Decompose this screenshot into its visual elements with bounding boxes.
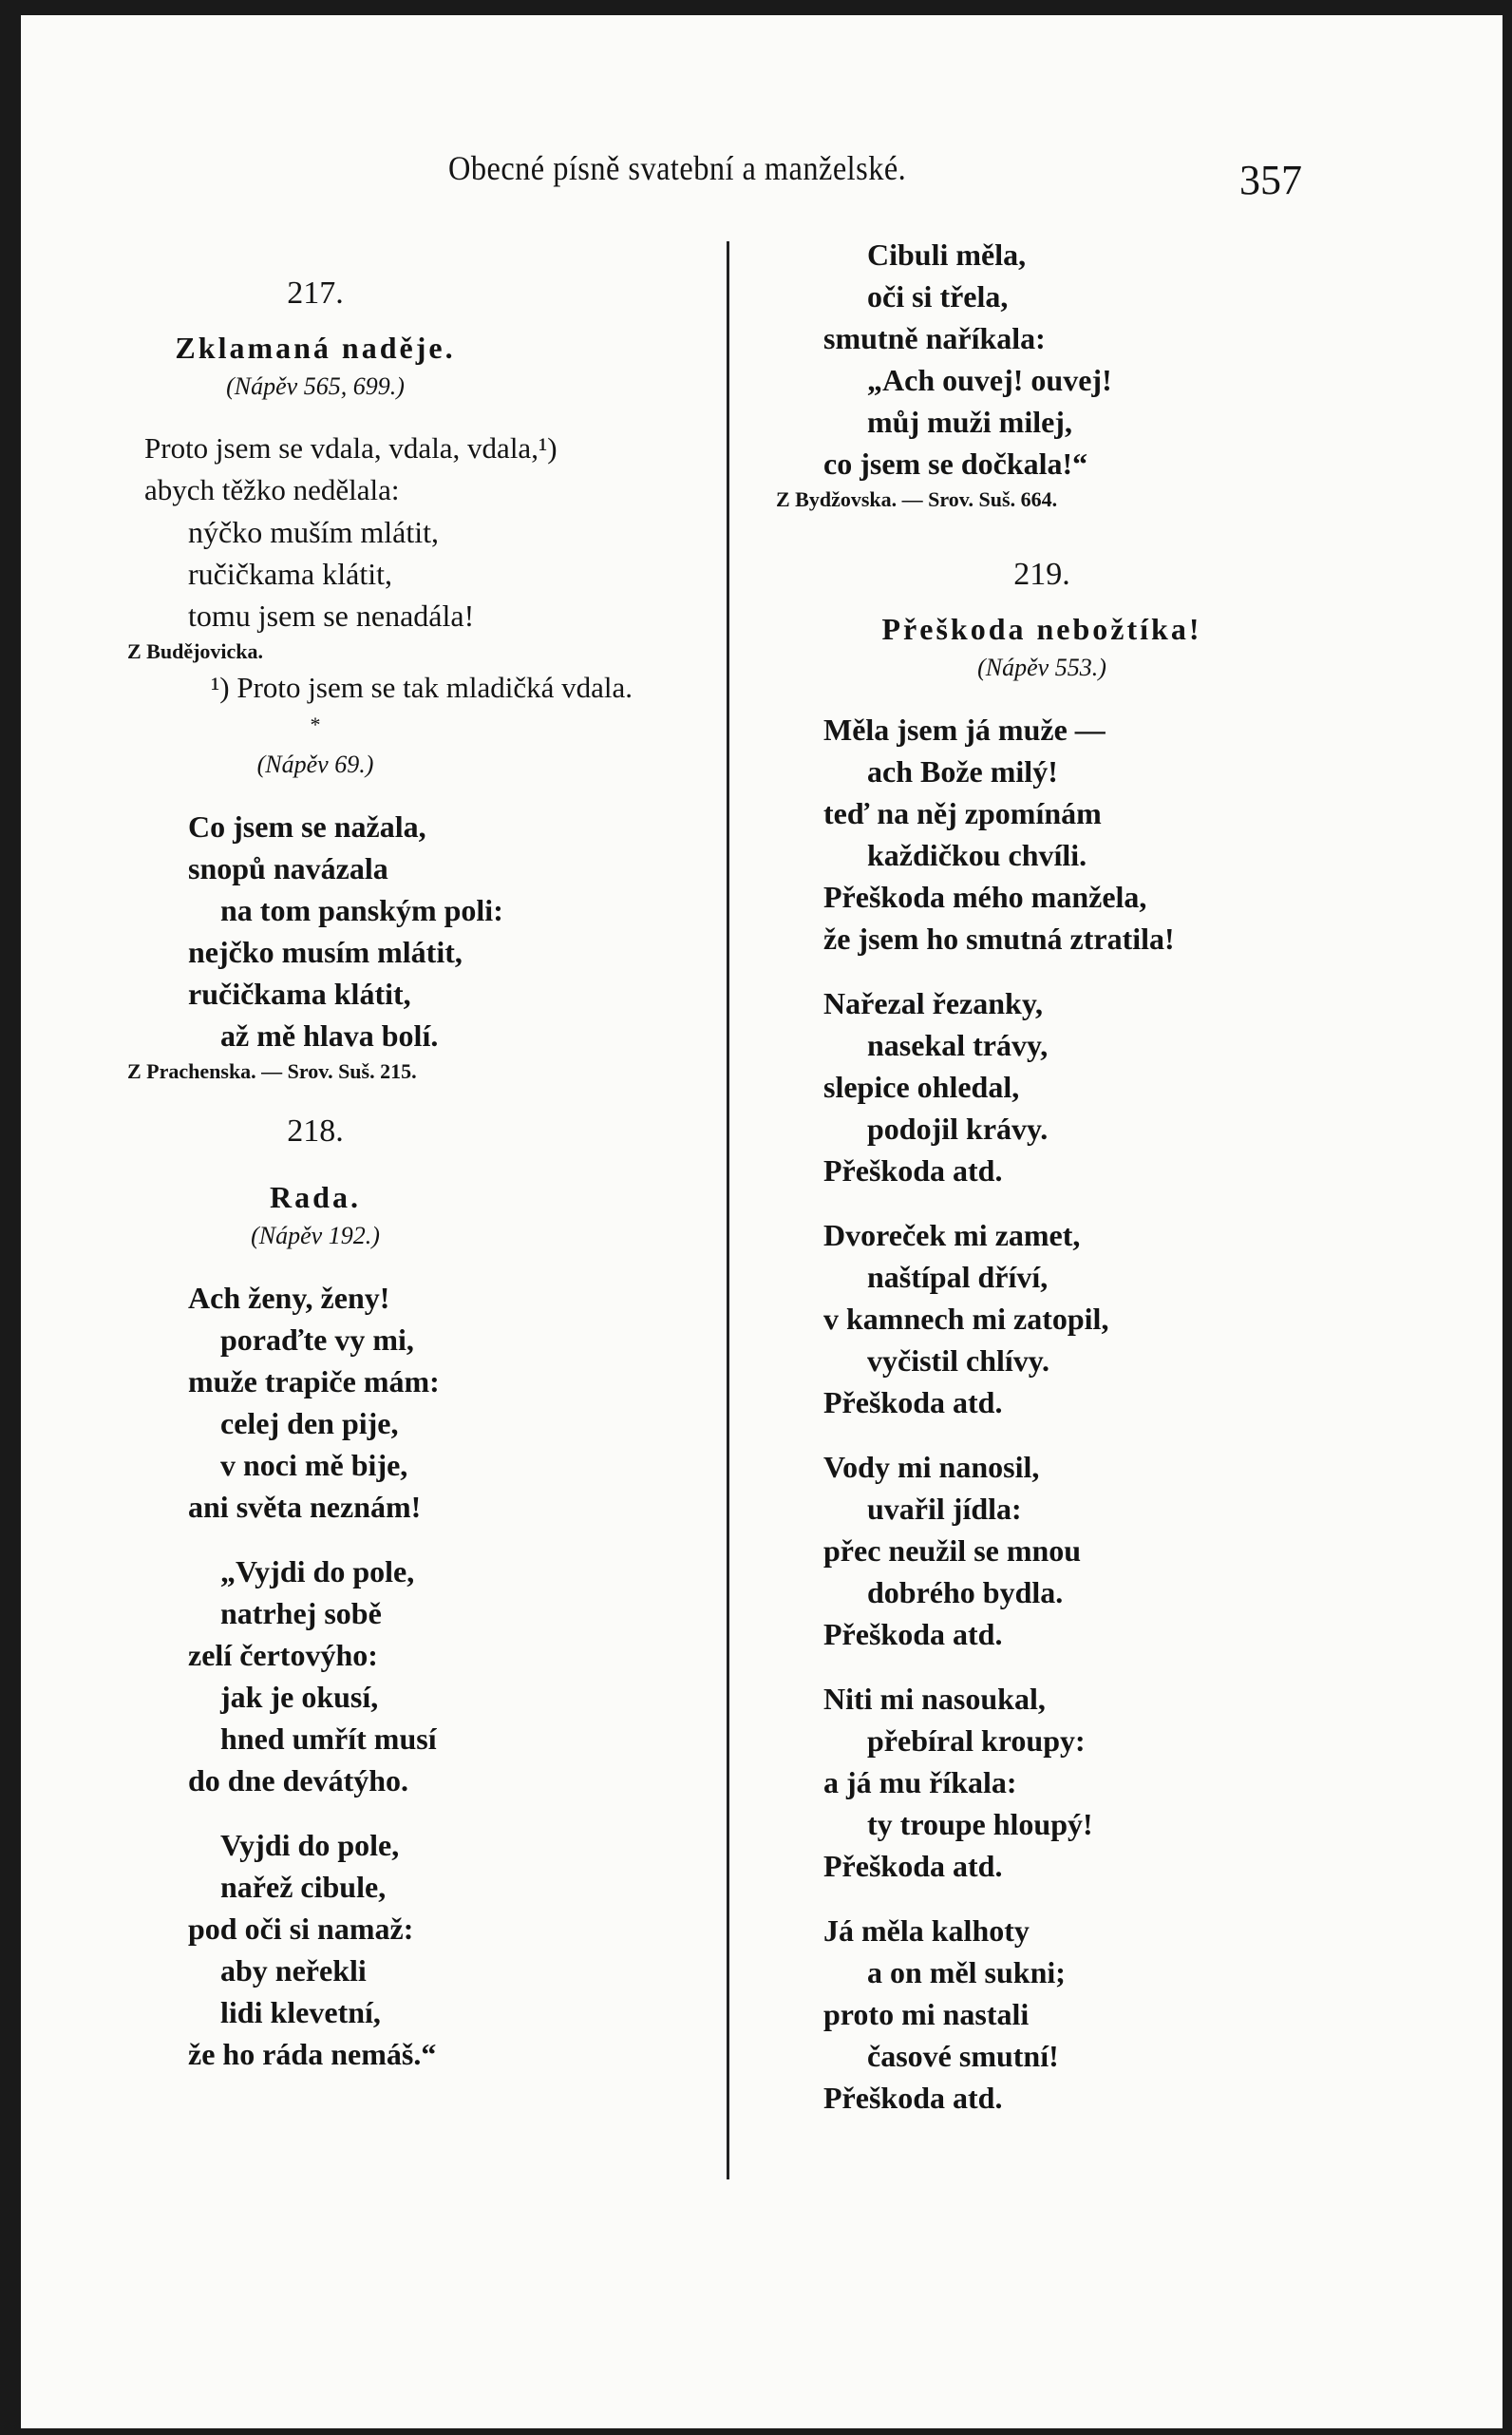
song-tune: (Nápěv 192.) [251,1222,380,1249]
verse-line: přec neužil se mnou [823,1533,1082,1568]
verse-line: až mě hlava bolí. [220,1018,439,1053]
verse-line: přebíral kroupy: [867,1723,1086,1758]
source-note: Z Prachenska. — Srov. Suš. 215. [127,1059,417,1083]
song-219-heading [814,553,1270,686]
song-tune: (Nápěv 69.) [256,751,374,778]
verse-line: ach Bože milý! [867,754,1058,789]
verse-line: zelí čertovýho: [188,1638,378,1672]
right-column [776,234,1488,2119]
verse-line: Přeškoda mého manžela, [823,880,1147,914]
song-number: 218. [287,1113,344,1149]
verse-line: nýčko muším mlátit, [188,515,439,549]
verse-line: vyčistil chlívy. [867,1343,1049,1378]
song-218-continuation [823,234,1488,485]
verse-line: Přeškoda atd. [823,1849,1003,1883]
verse-line: že jsem ho smutná ztratila! [823,922,1175,956]
song-219-stanza-4 [823,1446,1488,1655]
verse-line: že ho ráda nemáš.“ [188,2037,437,2071]
book-page [21,15,1503,2428]
verse-line: Přeškoda atd. [823,1153,1003,1188]
verse-line: slepice ohledal, [823,1070,1020,1104]
verse-line: oči si třela, [867,279,1009,314]
verse-line: Co jsem se nažala, [188,809,426,844]
verse-line: snopů navázala [188,851,388,885]
running-title: Obecné písně svatební a manželské. [448,149,907,187]
song-219-stanza-2 [823,982,1488,1191]
verse-line: Niti mi nasoukal, [823,1682,1046,1716]
song-218-stanza-2 [144,1550,714,1801]
separator-mark: * [310,713,321,736]
verse-line: co jsem se dočkala!“ [823,447,1088,481]
song-217-heading [144,272,486,405]
verse-line: na tom panským poli: [220,893,503,927]
verse-line: Přeškoda atd. [823,1385,1003,1419]
verse-line: Měla jsem já muže — [823,713,1106,747]
verse-line: proto mi nastali [823,1997,1030,2031]
verse-line: pod oči si namaž: [188,1912,414,1946]
song-title: Rada. [270,1180,361,1214]
verse-line: Vody mi nanosil, [823,1450,1040,1484]
verse-line: teď na něj zpomínám [823,796,1102,830]
song-217-verse-1 [144,428,714,637]
song-number: 219. [1013,557,1070,592]
verse-line: Proto jsem se vdala, vdala, vdala,¹) [144,431,558,465]
song-219-stanza-3 [823,1214,1488,1423]
verse-line: ty troupe hloupý! [867,1807,1093,1841]
song-218-stanza-3 [144,1824,714,2075]
page-number: 357 [1239,157,1302,203]
verse-line: ani světa neznám! [188,1490,422,1524]
verse-line: smutně naříkala: [823,321,1046,355]
song-219-stanza-5 [823,1678,1488,1887]
verse-line: každičkou chvíli. [867,838,1087,872]
verse-line: podojil krávy. [867,1112,1049,1146]
verse-line: Přeškoda atd. [823,1617,1003,1651]
verse-line: Ach ženy, ženy! [188,1281,390,1315]
verse-line: jak je okusí, [220,1680,379,1714]
verse-line: muže trapiče mám: [188,1364,440,1398]
song-title: Přeškoda nebožtíka! [881,612,1202,646]
song-218-stanza-1 [144,1277,714,1528]
verse-line: aby neřekli [220,1953,367,1988]
song-217-verse-2 [144,806,714,1056]
verse-line: uvařil jídla: [867,1492,1022,1526]
verse-line: poraďte vy mi, [220,1322,414,1357]
verse-line: do dne devátýho. [188,1763,409,1798]
verse-line: Přeškoda atd. [823,2081,1003,2115]
source-note: Z Budějovicka. [127,639,264,663]
verse-line: časové smutní! [867,2039,1059,2073]
verse-line: tomu jsem se nenadála! [188,599,475,633]
verse-line: nasekal trávy, [867,1028,1049,1062]
verse-line: v noci mě bije, [220,1448,408,1482]
verse-line: a on měl sukni; [867,1955,1066,1989]
verse-line: lidi klevetní, [220,1995,381,2029]
verse-line: v kamnech mi zatopil, [823,1302,1109,1336]
verse-line: Cibuli měla, [867,238,1027,272]
footnote: ¹) Proto jsem se tak mladičká vdala. [211,671,633,704]
verse-line: „Ach ouvej! ouvej! [867,363,1112,397]
verse-line: ručičkama klátit, [188,557,393,591]
page-header [21,139,1503,203]
verse-line: Nařezal řezanky, [823,986,1044,1020]
verse-line: ručičkama klátit, [188,977,411,1011]
verse-line: natrhej sobě [220,1596,382,1630]
source-note: Z Bydžovska. — Srov. Suš. 664. [776,487,1058,511]
column-divider [727,241,729,2179]
verse-line: „Vyjdi do pole, [220,1554,415,1588]
verse-line: Já měla kalhoty [823,1913,1030,1948]
verse-line: nejčko musím mlátit, [188,935,463,969]
song-219-stanza-1 [823,709,1488,960]
song-218-heading [144,1110,486,1254]
song-title: Zklamaná naděje. [175,331,456,365]
verse-line: naštípal dříví, [867,1260,1049,1294]
song-number: 217. [287,276,344,311]
verse-line: můj muži milej, [867,405,1072,439]
verse-line: celej den pije, [220,1406,399,1440]
song-219-stanza-6 [823,1910,1488,2119]
verse-line: hned umřít musí [220,1722,437,1756]
verse-line: Dvoreček mi zamet, [823,1218,1081,1252]
song-tune: (Nápěv 553.) [977,654,1106,681]
verse-line: abych těžko nedělala: [144,473,400,506]
verse-line: dobrého bydla. [867,1575,1064,1609]
left-column [127,272,714,2075]
song-tune: (Nápěv 565, 699.) [226,372,405,400]
verse-line: nařež cibule, [220,1870,387,1904]
verse-line: Vyjdi do pole, [220,1828,400,1862]
verse-line: a já mu říkala: [823,1765,1017,1799]
